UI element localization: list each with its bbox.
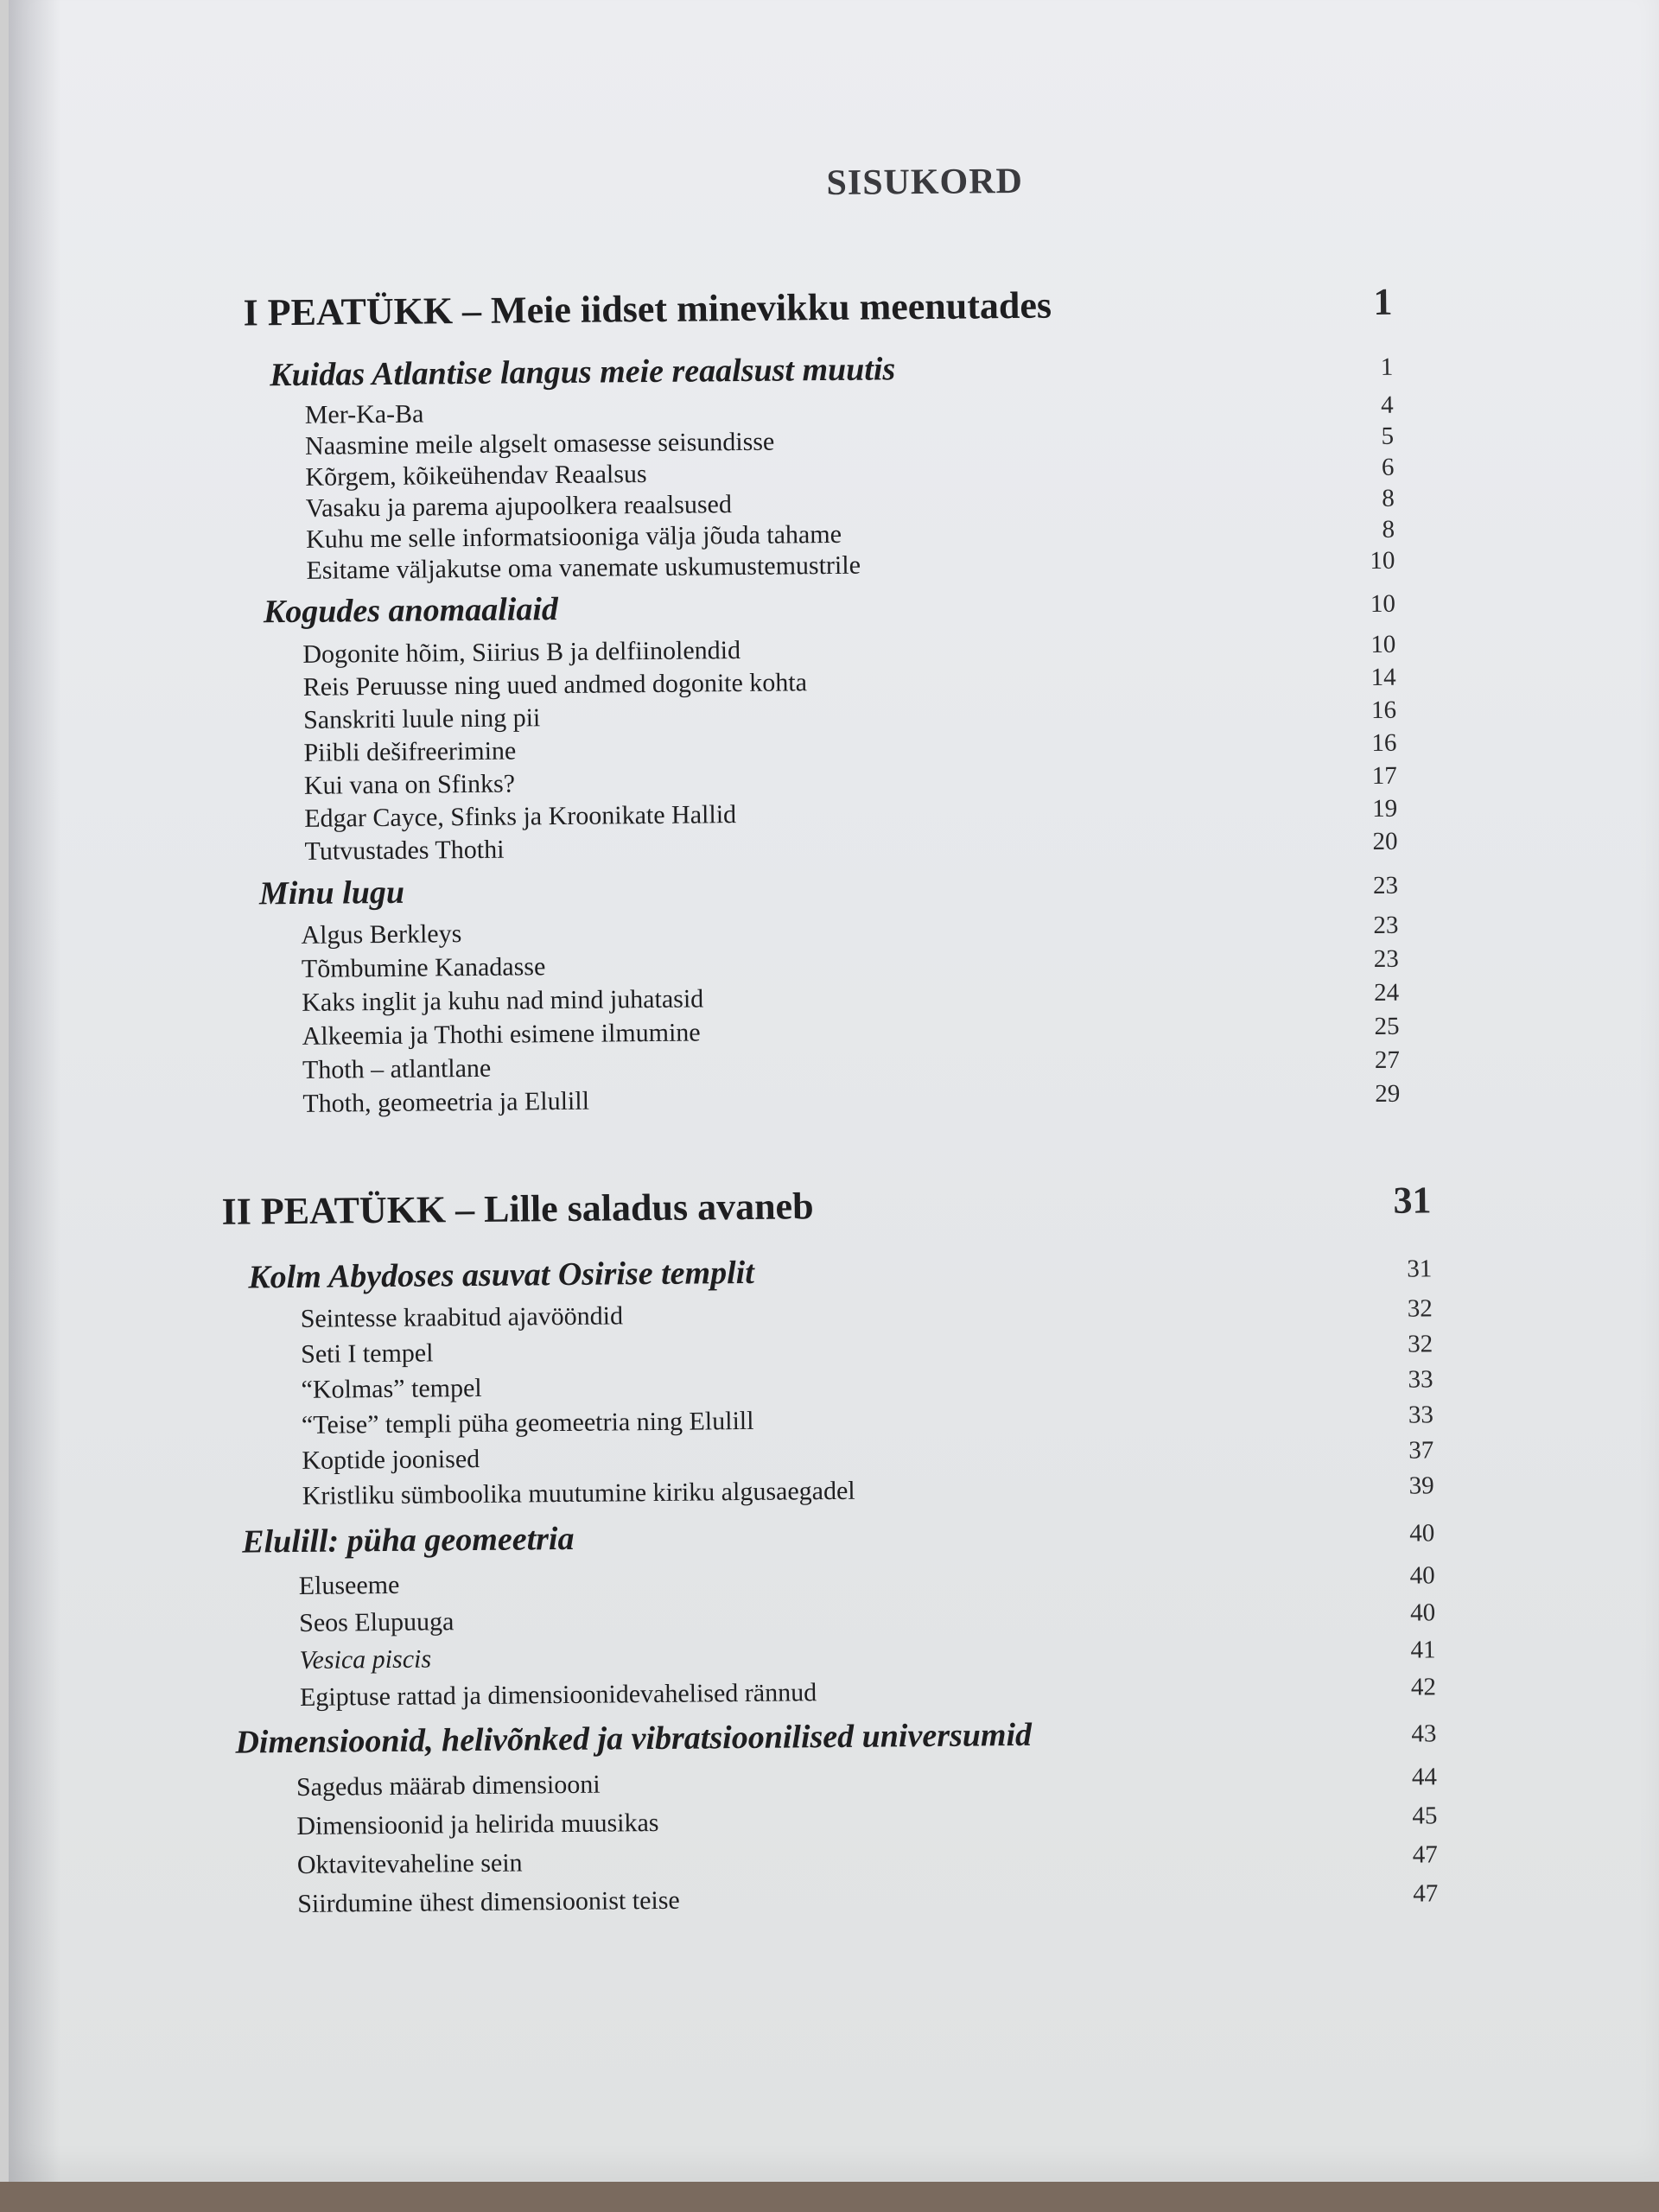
list-item: Kaks inglit ja kuhu nad mind juhatasid 24 xyxy=(302,978,1400,1017)
section-1-3 xyxy=(259,864,1398,913)
list-item: Egiptuse rattad ja dimensioonidevahelised rännud 42 xyxy=(299,1673,1437,1712)
list-item: Dimensioonid ja helirida muusikas 45 xyxy=(296,1802,1438,1840)
section-page: 40 xyxy=(1409,1519,1435,1548)
list-item: Naasmine meile algselt omasesse seisundisse 5 xyxy=(304,422,1395,461)
section-page: 1 xyxy=(1380,353,1394,381)
section-label: Dimensioonid, helivõnked ja vibratsioonilised universumid xyxy=(235,1716,1033,1761)
list-item: Koptide joonised 37 xyxy=(302,1436,1434,1475)
section-label: Minu lugu xyxy=(258,874,405,912)
list-item: Thoth, geomeetria ja Elulill 29 xyxy=(302,1079,1401,1118)
list-item: Siirdumine ühest dimensioonist teise 47 xyxy=(297,1879,1439,1918)
list-item: Kui vana on Sfinks? 17 xyxy=(303,761,1397,800)
list-item: Kuhu me selle informatsiooniga välja jõuda tahame 8 xyxy=(305,515,1395,554)
list-item: Vasaku ja parema ajupoolkera reaalsused 8 xyxy=(305,484,1395,523)
list-item: Tutvustades Thothi 20 xyxy=(304,827,1398,866)
list-item: Esitame väljakutse oma vanemate uskumustemustrile 10 xyxy=(306,546,1395,585)
list-item: Tõmbumine Kanadasse 23 xyxy=(301,944,1399,983)
list-item: Eluseeme 40 xyxy=(298,1561,1435,1600)
chapter-1 xyxy=(243,280,1392,335)
list-item: Alkeemia ja Thothi esimene ilmumine 25 xyxy=(302,1012,1400,1051)
list-item: Edgar Cayce, Sfinks ja Kroonikate Hallid 19 xyxy=(304,794,1398,833)
list-item: Oktavitevaheline sein 47 xyxy=(296,1840,1438,1879)
section-page: 10 xyxy=(1370,589,1396,619)
section-label: Kogudes anomaaliaid xyxy=(263,591,559,631)
section-label: Elulill: püha geomeetria xyxy=(242,1520,575,1560)
book-page xyxy=(9,0,1659,2182)
page-gutter-shadow xyxy=(9,0,60,2182)
section-2-1 xyxy=(248,1247,1432,1296)
section-2-3 xyxy=(235,1712,1436,1761)
section-label: Kolm Abydoses asuvat Osirise templit xyxy=(248,1254,754,1296)
section-page: 31 xyxy=(1407,1255,1433,1283)
section-1-1 xyxy=(270,346,1393,394)
list-item: Seos Elupuuga 40 xyxy=(299,1599,1436,1637)
list-item: Algus Berkleys 23 xyxy=(301,911,1399,950)
chapter-label: II PEATÜKK – Lille saladus avaneb xyxy=(221,1185,814,1233)
table-of-contents xyxy=(199,156,1439,1918)
toc-title: SISUKORD xyxy=(826,161,1024,204)
chapter-2 xyxy=(221,1178,1431,1233)
section-1-2 xyxy=(264,582,1395,632)
list-item: “Kolmas” tempel 33 xyxy=(301,1365,1433,1404)
list-item: Thoth – atlantlane 27 xyxy=(302,1046,1401,1084)
desk-surface xyxy=(0,2182,1659,2212)
chapter-page: 1 xyxy=(1373,280,1393,323)
list-item: Vesica piscis 41 xyxy=(299,1636,1436,1675)
list-item: Sanskriti luule ning pii 16 xyxy=(302,696,1397,734)
list-item: “Teise” templi püha geomeetria ning Elulill 33 xyxy=(301,1401,1434,1440)
list-item: Piibli dešifreerimine 16 xyxy=(303,728,1397,767)
list-item: Kristliku sümboolika muutumine kiriku algusaegadel 39 xyxy=(302,1471,1434,1510)
section-2-2 xyxy=(242,1511,1434,1560)
list-item: Seintesse kraabitud ajavööndid 32 xyxy=(300,1294,1433,1333)
list-item: Seti I tempel 32 xyxy=(301,1330,1433,1369)
chapter-label: I PEATÜKK – Meie iidset minevikku meenutades xyxy=(243,283,1052,334)
section-page: 23 xyxy=(1372,871,1399,899)
list-item: Kõrgem, kõikeühendav Reaalsus 6 xyxy=(305,453,1395,492)
chapter-page: 31 xyxy=(1393,1179,1432,1222)
list-item: Dogonite hõim, Siirius B ja delfiinolendid 10 xyxy=(302,630,1396,669)
section-page: 43 xyxy=(1411,1719,1437,1748)
list-item: Mer-Ka-Ba 4 xyxy=(304,391,1394,429)
list-item: Reis Peruusse ning uued andmed dogonite kohta 14 xyxy=(302,663,1396,702)
section-label: Kuidas Atlantise langus meie reaalsust muutis xyxy=(270,351,896,394)
list-item: Sagedus määrab dimensiooni 44 xyxy=(296,1763,1438,1802)
